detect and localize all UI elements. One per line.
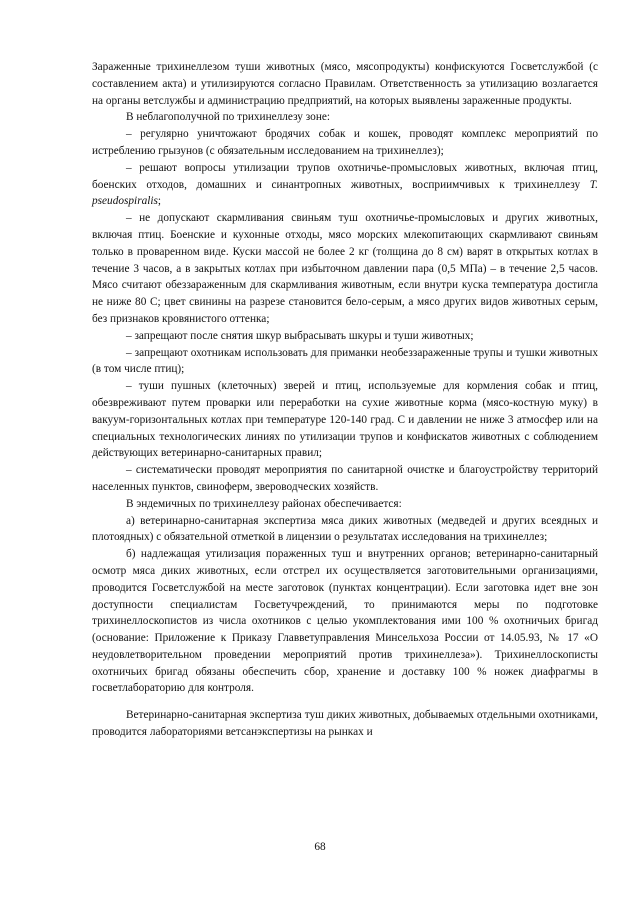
species-suffix: ; bbox=[157, 195, 162, 208]
paragraph-confiscation: Зараженные трихинеллезом туши животных (мясо, мясопродукты) конфискуются Госветслужбой (с составлением акта) и утилизируются согласно Правилам. Ответственность за утилизацию возлагается на органы ветслужбы и администрацию предприятий, на которых выявлены зараженные продукты. bbox=[92, 61, 598, 107]
paragraph-endemic-heading: В эндемичных по трихинеллезу районах обеспечивается: bbox=[126, 497, 402, 510]
list-item-bait-ban: – запрещают охотникам использовать для приманки необеззараженные трупы и тушки животных (в том числе птиц); bbox=[92, 346, 598, 376]
paragraph-unfavorable-zone-heading: В неблагополучной по трихинеллезу зоне: bbox=[126, 111, 331, 124]
list-item-stray-animals: – регулярно уничтожают бродячих собак и кошек, проводят комплекс мероприятий по истреблению грызунов (с обязательным исследованием на трихинеллез); bbox=[92, 128, 598, 157]
species-name: T. pseudospiralis bbox=[92, 178, 598, 208]
list-item-skins-ban: – запрещают после снятия шкур выбрасывать шкуры и туши животных; bbox=[126, 329, 474, 342]
document-body bbox=[92, 59, 598, 741]
page-number: 68 bbox=[314, 841, 326, 853]
list-item-feeding-ban: – не допускают скармливания свиньям туш охотничье-промысловых и других животных, включая птиц. Боенские и кухонные отходы, мясо морских млекопитающих скармливают свиньям только в проваренном виде. Куски массой не более 2 кг (толщина до 8 см) варят в открытых котлах в течение 3 часов, а в закрытых котлах при избыточном давлении пара (0,5 МПа) – в течение 2,5 часов. Мясо считают обеззараженным для скармливания животным, если внутри куска температура достигла не ниже 80 С; цвет свинины на разрезе становится бело-серым, а мясо других видов животных серым, без признаков кровянистого оттенка; bbox=[92, 212, 598, 325]
list-item-fur-animals: – туши пушных (клеточных) зверей и птиц, используемые для кормления собак и птиц, обезвреживают путем проварки или переработки на сухие животные корма (мясо-костную муку) в вакуум-горизонтальных котлах при температуре 120-140 град. С и давлении не ниже 3 атмосфер или на специальных технологических линиях по утилизации трупов и конфискатов животных с соблюдением действующих ветеринарно-санитарных правил; bbox=[92, 380, 598, 460]
list-item-carcass-utilization bbox=[92, 160, 598, 210]
paragraph-expertise: Ветеринарно-санитарная экспертиза туш диких животных, добываемых отдельными охотниками, проводится лабораториями ветсанэкспертизы на рынках и bbox=[92, 709, 598, 739]
list-item-b: б) надлежащая утилизация пораженных туш и внутренних органов; ветеринарно-санитарный осмотр мяса диких животных, если отстрел их осуществляется заготовительными организациями, проводится Госветслужбой на месте заготовок (пунктах концентрации). Если заготовка идет вне зон доступности специалистам Госветучреждений, то принимаются меры по подготовке трихинеллоскопистов из числа охотников с целью укомплектования ими 100 % охотничьих бригад (основание: Приложение к Приказу Главветуправления Минсельхоза России от 14.05.93, № 17 «О неудовлетворительном проведении мероприятий против трихинеллеза»). Трихинеллоскописты охотничьих бригад обязаны обеспечить сбор, хранение и доставку 100 % ножек диафрагмы в госветлабораторию для контроля. bbox=[92, 548, 598, 695]
list-item-sanitation: – систематически проводят мероприятия по санитарной очистке и благоустройству территорий населенных пунктов, свиноферм, звероводческих хозяйств. bbox=[92, 464, 598, 493]
list-item-carcass-utilization-text: – решают вопросы утилизации трупов охотничье-промысловых животных, включая птиц, боенских отходов, домашних и синантропных животных, восприимчивых к трихинеллезу bbox=[92, 161, 598, 191]
list-item-a: а) ветеринарно-санитарная экспертиза мяса диких животных (медведей и других всеядных и плотоядных) с обязательной отметкой в лицензии о результатах исследования на трихинеллез; bbox=[92, 514, 598, 544]
